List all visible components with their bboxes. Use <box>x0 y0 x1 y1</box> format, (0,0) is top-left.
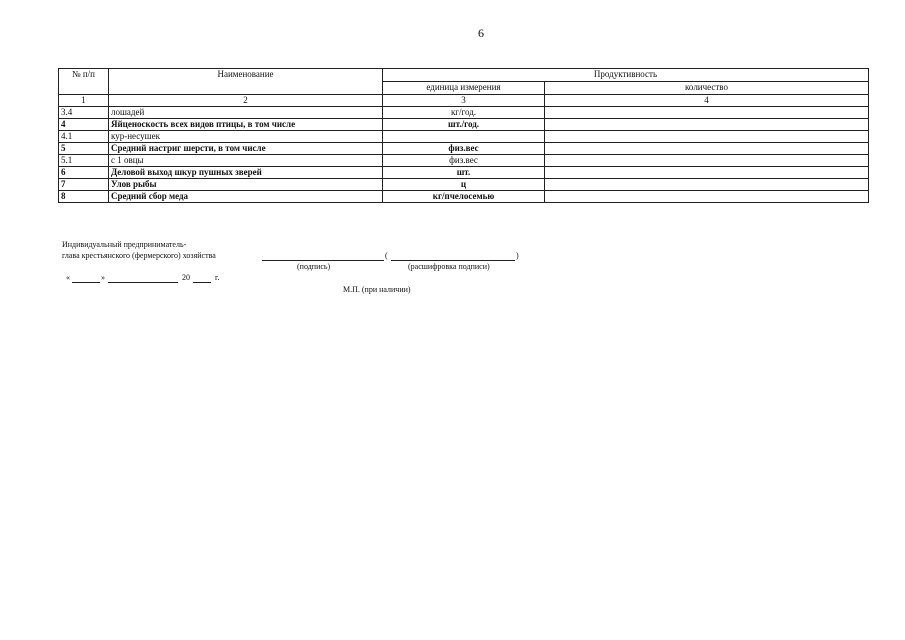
row-num: 4.1 <box>59 131 109 143</box>
productivity-table <box>58 68 869 203</box>
table-row <box>59 179 869 191</box>
header-quantity: количество <box>545 82 869 95</box>
row-quantity-cell[interactable] <box>545 179 869 191</box>
header-unit: единица измерения <box>383 82 545 95</box>
header-num: № п/п <box>59 69 109 95</box>
signatory-title-line1: Индивидуальный предприниматель- <box>62 240 187 249</box>
row-num: 6 <box>59 167 109 179</box>
row-unit: ц <box>383 179 545 191</box>
row-quantity-cell[interactable] <box>545 131 869 143</box>
page-number: 6 <box>478 26 484 40</box>
row-quantity-cell[interactable] <box>545 155 869 167</box>
column-number: 3 <box>383 95 545 107</box>
date-month-field[interactable] <box>108 282 178 283</box>
row-quantity-cell[interactable] <box>545 143 869 155</box>
row-num: 5 <box>59 143 109 155</box>
table-row <box>59 155 869 167</box>
row-quantity-cell[interactable] <box>545 167 869 179</box>
row-name: Деловой выход шкур пушных зверей <box>109 167 383 179</box>
date-open-quote: « <box>66 273 70 282</box>
header-name: Наименование <box>109 69 383 95</box>
date-year-field[interactable] <box>193 282 211 283</box>
open-paren: ( <box>385 251 388 260</box>
date-close-quote: » <box>101 273 105 282</box>
row-quantity-cell[interactable] <box>545 107 869 119</box>
signature-caption: (подпись) <box>297 262 331 271</box>
table-row <box>59 107 869 119</box>
row-unit: шт./год. <box>383 119 545 131</box>
date-year-prefix: 20 <box>182 273 190 282</box>
column-number: 2 <box>109 95 383 107</box>
row-num: 5.1 <box>59 155 109 167</box>
row-quantity-cell[interactable] <box>545 191 869 203</box>
row-num: 4 <box>59 119 109 131</box>
table-row <box>59 167 869 179</box>
column-number: 4 <box>545 95 869 107</box>
close-paren: ) <box>516 251 519 260</box>
date-suffix: г. <box>215 273 220 282</box>
row-num: 3.4 <box>59 107 109 119</box>
signatory-title-line2: глава крестьянского (фермерского) хозяйства <box>62 251 216 260</box>
row-name: Яйценоскость всех видов птицы, в том числе <box>109 119 383 131</box>
row-quantity-cell[interactable] <box>545 119 869 131</box>
table-row <box>59 143 869 155</box>
row-unit <box>383 131 545 143</box>
row-name: с 1 овцы <box>109 155 383 167</box>
row-num: 8 <box>59 191 109 203</box>
row-unit: кг/пчелосемью <box>383 191 545 203</box>
table-row <box>59 131 869 143</box>
table-row <box>59 191 869 203</box>
row-name: Улов рыбы <box>109 179 383 191</box>
row-unit: кг/год. <box>383 107 545 119</box>
signature-decoding-field[interactable] <box>391 260 515 261</box>
stamp-note: М.П. (при наличии) <box>343 285 411 294</box>
row-num: 7 <box>59 179 109 191</box>
header-productivity: Продуктивность <box>383 69 869 82</box>
date-day-field[interactable] <box>72 282 100 283</box>
row-name: лошадей <box>109 107 383 119</box>
column-number: 1 <box>59 95 109 107</box>
row-name: Средний сбор меда <box>109 191 383 203</box>
row-unit: физ.вес <box>383 155 545 167</box>
row-name: кур-несушек <box>109 131 383 143</box>
signature-decoding-caption: (расшифровка подписи) <box>408 262 490 271</box>
table-row <box>59 119 869 131</box>
signature-field[interactable] <box>262 260 384 261</box>
row-unit: шт. <box>383 167 545 179</box>
row-name: Средний настриг шерсти, в том числе <box>109 143 383 155</box>
row-unit: физ.вес <box>383 143 545 155</box>
